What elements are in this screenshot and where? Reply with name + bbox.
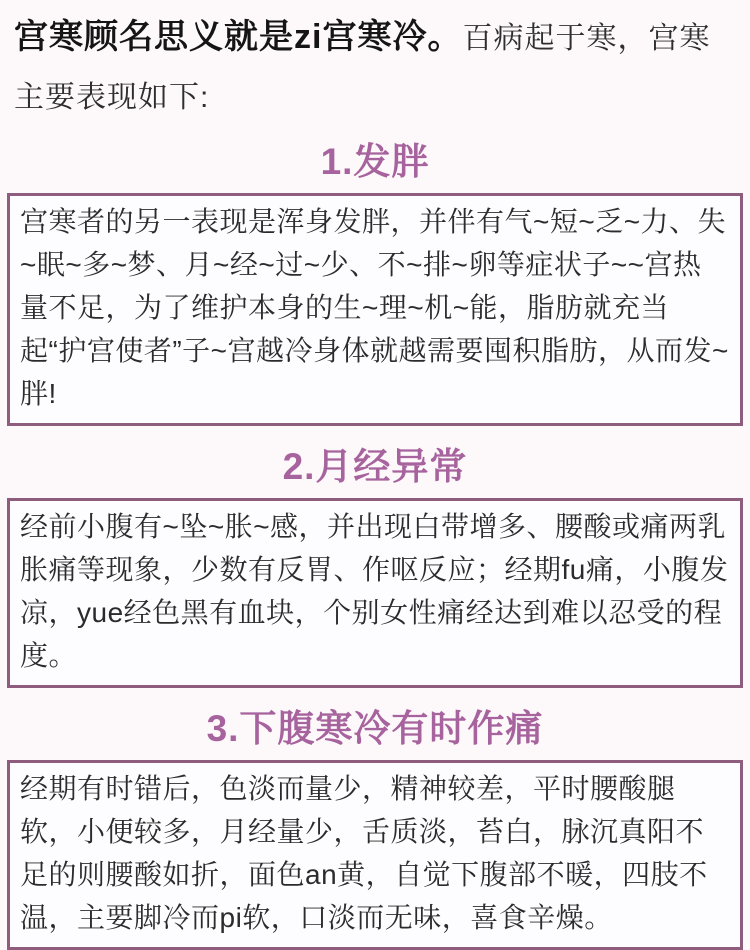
section-2-heading: 2.月经异常 — [282, 446, 468, 487]
section-1-body: 宫寒者的另一表现是浑身发胖，并伴有气~短~乏~力、失~眠~多~梦、月~经~过~少、不~排~卵等症状子~~宫热量不足，为了维护本身的生~理~机~能，脂肪就充当起“护宫使者”子~宫越冷身体就越需要囤积脂肪，从而发~胖! — [20, 206, 729, 409]
section-1-heading: 1.发胖 — [320, 141, 430, 182]
section-1-box — [7, 193, 743, 426]
section-3-heading: 3.下腹寒冷有时作痛 — [206, 708, 544, 749]
section-3-box — [7, 760, 743, 950]
intro-paragraph-line2: 主要表现如下: — [14, 81, 210, 114]
section-2-box — [7, 498, 743, 688]
intro-bold-text: 宫寒顾名思义就是zi宫寒冷。 — [14, 18, 463, 56]
section-3-body: 经期有时错后，色淡而量少，精神较差，平时腰酸腿软，小便较多，月经量少，舌质淡，苔白，脉沉真阳不足的则腰酸如折，面色an黄，自觉下腹部不暖，四肢不温，主要脚冷而pi软，口淡而无味，喜食辛燥。 — [20, 773, 708, 933]
intro-paragraph-line1 — [0, 8, 750, 69]
intro-regular-text: 百病起于寒，宫寒 — [462, 22, 711, 55]
section-2-body: 经前小腹有~坠~胀~感，并出现白带增多、腰酸或痛两乳胀痛等现象，少数有反胃、作呕反应；经期fu痛，小腹发凉，yue经色黑有血块，个别女性痛经达到难以忍受的程度。 — [20, 511, 729, 671]
